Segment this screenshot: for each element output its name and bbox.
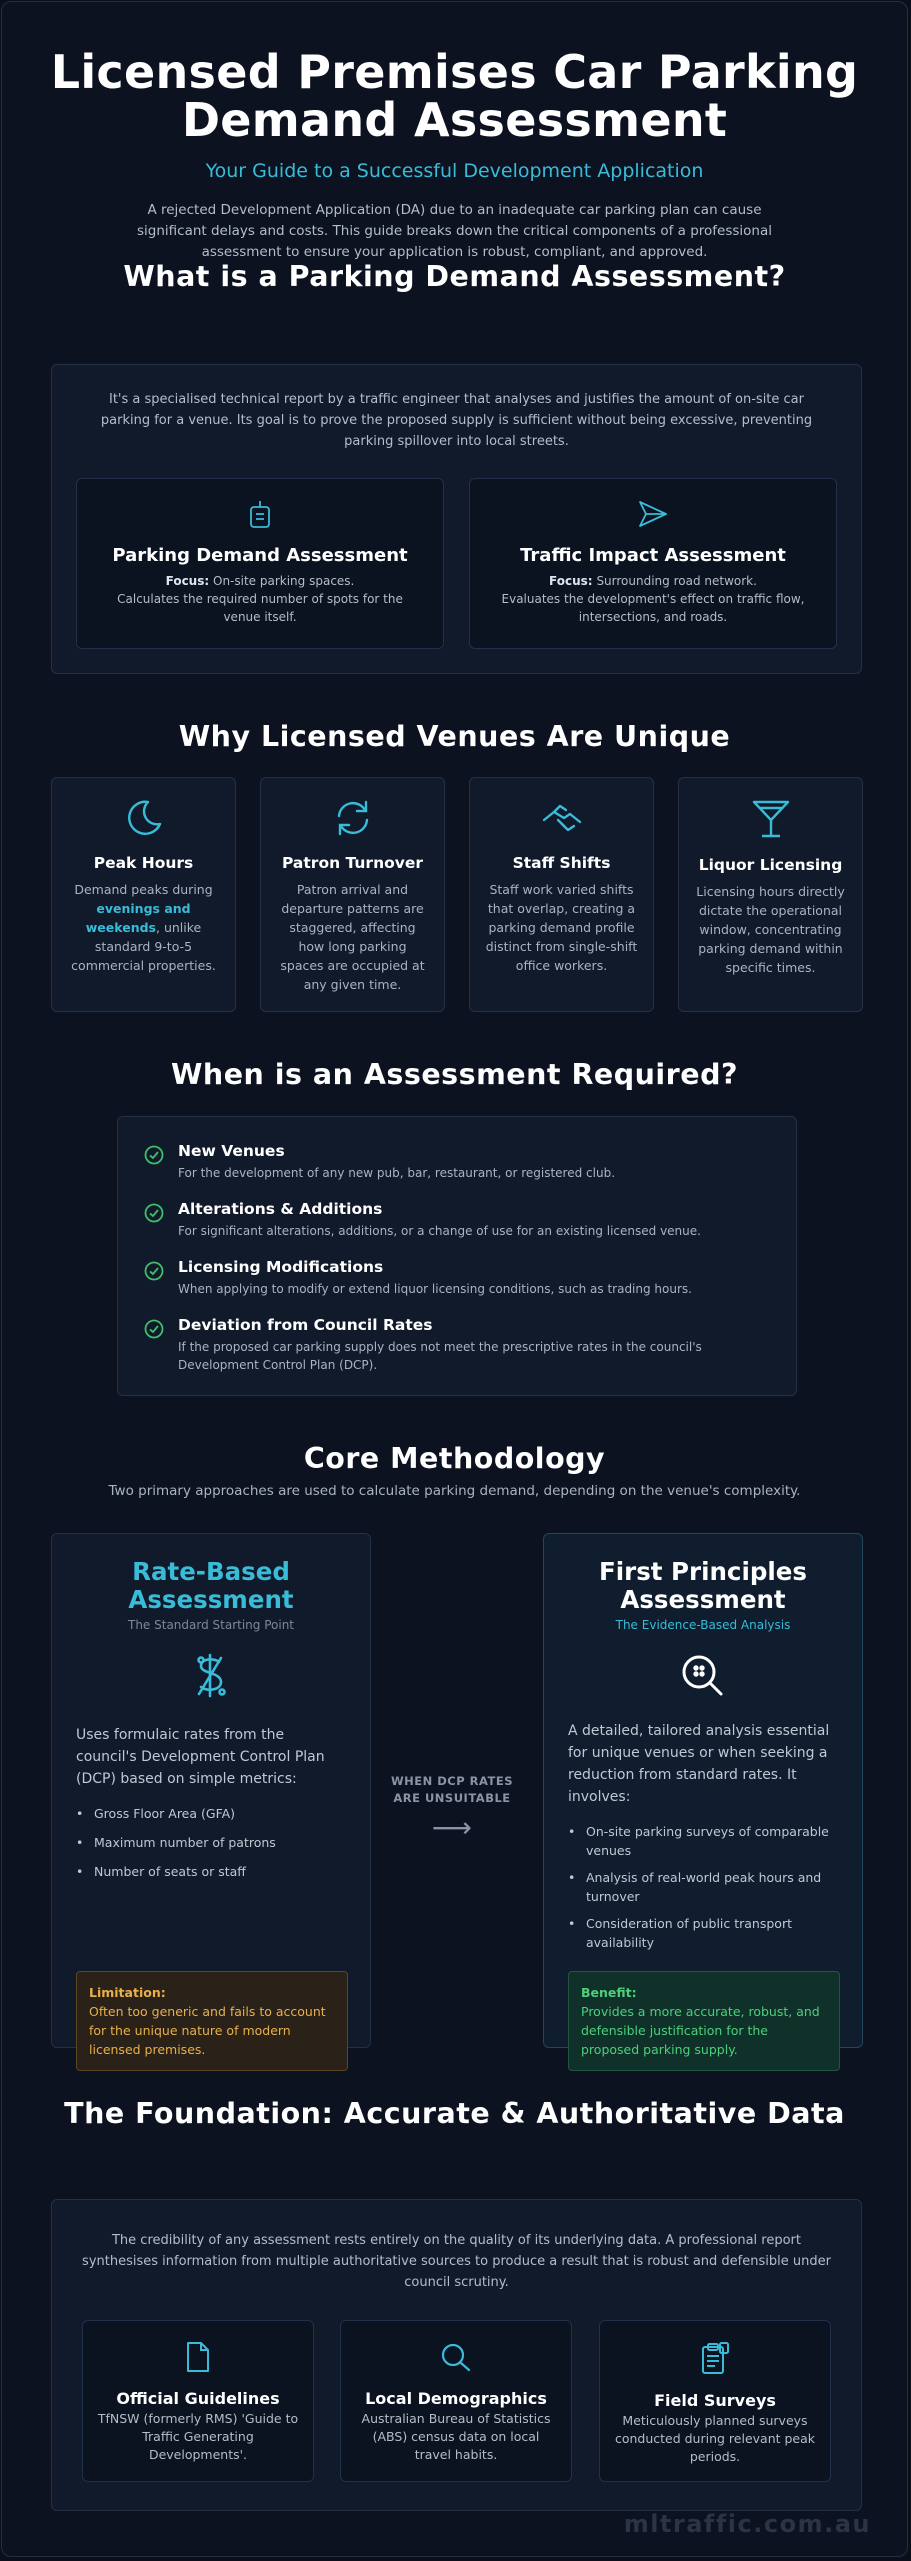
foundation-intro: The credibility of any assessment rests entirely on the quality of its underlying data. A professional report synthesises information from multiple authoritative sources to produce a result that is robust and defensible under council scrutiny. (82, 2233, 831, 2290)
list-item: Alterations & Additions For significant alterations, additions, or a change of use for an existing licensed venue. (144, 1200, 776, 1240)
first-principles-list (568, 1822, 838, 1952)
surveys-title: Field Surveys (654, 2391, 776, 2410)
parking-demand-card (76, 478, 444, 649)
foundation-card (51, 2199, 862, 2511)
staff-shifts-title: Staff Shifts (512, 854, 611, 872)
foundation-card-surveys (599, 2320, 831, 2482)
liquor-licensing-body: Licensing hours directly dictate the operational window, concentrating parking demand within specific times. (696, 884, 845, 975)
peak-hours-title: Peak Hours (93, 854, 194, 872)
required-card (117, 1116, 797, 1396)
rate-based-subtitle: The Standard Starting Point (127, 1618, 295, 1632)
list-item: Licensing Modifications When applying to modify or extend liquor licensing conditions, such as trading hours. (144, 1258, 776, 1298)
rate-based-body: Uses formulaic rates from the council's Development Control Plan (DCP) based on simple metrics: (76, 1727, 325, 1787)
section-title-what-is: What is a Parking Demand Assessment? (123, 260, 786, 293)
list-item: • Gross Floor Area (GFA) (76, 1804, 346, 1823)
demographics-title: Local Demographics (365, 2389, 547, 2408)
check-circle-icon (144, 1203, 164, 1227)
unique-card-liquor-licensing (678, 777, 863, 1012)
parking-demand-title: Parking Demand Assessment (112, 545, 408, 566)
section-title-methodology: Core Methodology (303, 1442, 606, 1475)
moon-icon (52, 798, 235, 838)
guidelines-title: Official Guidelines (116, 2389, 280, 2408)
patron-turnover-body: Patron arrival and departure patterns are staggered, affecting how long parking spaces are occupied at any given time. (280, 882, 425, 992)
dollar-percent-icon (52, 1652, 370, 1700)
check-circle-icon (144, 1319, 164, 1343)
benefit-callout: Benefit: Provides a more accurate, robust, and defensible justification for the proposed parking supply. (568, 1971, 840, 2071)
demographics-body: Australian Bureau of Statistics (ABS) census data on local travel habits. (361, 2411, 551, 2462)
refresh-icon (261, 798, 444, 838)
list-item: • Consideration of public transport availability (568, 1914, 838, 1952)
page-title: Licensed Premises Car Parking Demand Assessment (50, 45, 859, 147)
handshake-icon (470, 798, 653, 838)
first-principles-title: First Principles Assessment (599, 1557, 807, 1614)
list-item: • Analysis of real-world peak hours and turnover (568, 1868, 838, 1906)
parking-demand-desc: Calculates the required number of spots for the venue itself. (117, 592, 403, 624)
infographic-page (1, 1, 908, 2557)
list-item: • Number of seats or staff (76, 1862, 346, 1881)
foundation-card-demographics (340, 2320, 572, 2482)
cocktail-glass-icon (679, 798, 862, 840)
parking-meter-icon (77, 499, 443, 529)
traffic-impact-desc: Evaluates the development's effect on traffic flow, intersections, and roads. (501, 592, 805, 624)
arrow-right-icon: ⟶ (431, 1811, 473, 1844)
section-title-required: When is an Assessment Required? (170, 1058, 739, 1091)
parking-demand-focus: On-site parking spaces. (213, 574, 355, 588)
guidelines-body: TfNSW (formerly RMS) 'Guide to Traffic Generating Developments'. (97, 2411, 299, 2462)
list-item: • Maximum number of patrons (76, 1833, 346, 1852)
search-icon (341, 2341, 571, 2373)
section-title-unique: Why Licensed Venues Are Unique (178, 720, 731, 753)
list-item: New Venues For the development of any new pub, bar, restaurant, or registered club. (144, 1142, 776, 1182)
check-circle-icon (144, 1261, 164, 1285)
list-item: Deviation from Council Rates If the proposed car parking supply does not meet the prescriptive rates in the council's Development Control Plan (DCP). (144, 1316, 776, 1374)
unique-card-peak-hours (51, 777, 236, 1012)
patron-turnover-title: Patron Turnover (281, 854, 424, 872)
watermark: mltraffic.com.au (623, 2510, 871, 2538)
foundation-card-guidelines (82, 2320, 314, 2482)
rate-based-card (51, 1533, 371, 2057)
hero (2, 45, 907, 263)
send-arrow-icon (470, 499, 836, 529)
rate-based-list (76, 1804, 346, 1881)
methodology-intro: Two primary approaches are used to calculate parking demand, depending on the venue's complexity. (108, 1483, 801, 1499)
clipboard-icon (600, 2341, 830, 2375)
check-circle-icon (144, 1145, 164, 1169)
traffic-impact-card (469, 478, 837, 649)
document-icon (83, 2341, 313, 2373)
unique-card-staff-shifts (469, 777, 654, 1012)
what-is-intro: It's a specialised technical report by a traffic engineer that analyses and justifies the amount of on-site car parking for a venue. Its goal is to prove the proposed supply is sufficient without being excessive, preventing parking spillover into local streets. (100, 392, 813, 449)
methodology-arrow (382, 1773, 522, 1844)
section-title-foundation: The Foundation: Accurate & Authoritative Data (64, 2097, 845, 2130)
hero-intro: A rejected Development Application (DA) due to an inadequate car parking plan can cause significant delays and costs. This guide breaks down the critical components of a professional assessment to ensure your application is robust, compliant, and approved. (136, 202, 773, 260)
first-principles-subtitle: The Evidence-Based Analysis (615, 1618, 791, 1632)
focus-label: Focus: (549, 574, 593, 588)
first-principles-card (543, 1533, 863, 2057)
traffic-impact-title: Traffic Impact Assessment (520, 545, 786, 566)
limitation-callout: Limitation: Often too generic and fails to account for the unique nature of modern licensed premises. (76, 1971, 348, 2071)
unique-card-patron-turnover (260, 777, 445, 1012)
peak-hours-body: Demand peaks during evenings and weekends, unlike standard 9-to-5 commercial properties. (71, 882, 216, 973)
traffic-impact-focus: Surrounding road network. (596, 574, 757, 588)
focus-label: Focus: (165, 574, 210, 588)
magnifier-data-icon (544, 1652, 862, 1700)
first-principles-body: A detailed, tailored analysis essential for unique venues or when seeking a reduction from standard rates. It involves: (568, 1723, 830, 1805)
rate-based-title: Rate-Based Assessment (128, 1557, 294, 1614)
staff-shifts-body: Staff work varied shifts that overlap, creating a parking demand profile distinct from single-shift office workers. (485, 882, 638, 973)
liquor-licensing-title: Liquor Licensing (698, 856, 843, 874)
list-item: • On-site parking surveys of comparable venues (568, 1822, 838, 1860)
page-subtitle: Your Guide to a Successful Development Application (205, 160, 704, 182)
what-is-card (51, 364, 862, 674)
surveys-body: Meticulously planned surveys conducted during relevant peak periods. (614, 2413, 816, 2464)
arrow-label: WHEN DCP RATES ARE UNSUITABLE (390, 1774, 514, 1805)
